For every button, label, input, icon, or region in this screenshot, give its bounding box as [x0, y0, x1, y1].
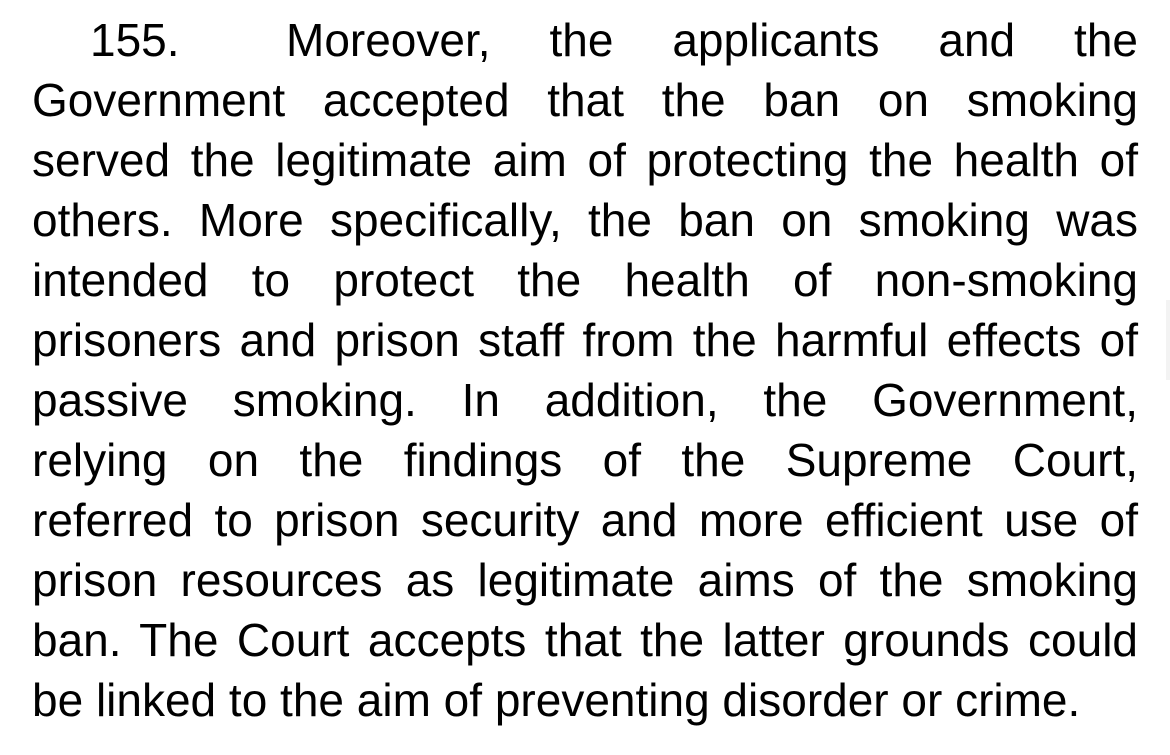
paragraph-line-10: prison resources as legitimate aims of the smoking	[32, 554, 1138, 606]
page-edge-shadow	[1166, 300, 1170, 380]
paragraph-line-2: Government accepted that the ban on smoking	[32, 74, 1138, 126]
paragraph-line-4: others. More specifically, the ban on smoking was	[32, 194, 1138, 246]
paragraph-line-1-text: Moreover, the applicants and the	[286, 14, 1138, 66]
paragraph-line-7: passive smoking. In addition, the Government,	[32, 374, 1138, 426]
paragraph-line-8: relying on the findings of the Supreme Court,	[32, 434, 1138, 486]
paragraph-155	[32, 10, 1138, 730]
paragraph-line-11: ban. The Court accepts that the latter grounds could	[32, 614, 1138, 666]
paragraph-line-9: referred to prison security and more efficient use of	[32, 494, 1138, 546]
paragraph-line-5: intended to protect the health of non-smoking	[32, 254, 1138, 306]
paragraph-line-6: prisoners and prison staff from the harmful effects of	[32, 314, 1138, 366]
paragraph-number: 155.	[90, 14, 180, 66]
paragraph-line-3: served the legitimate aim of protecting the health of	[32, 134, 1138, 186]
paragraph-line-12: be linked to the aim of preventing disorder or crime.	[32, 674, 1081, 726]
paragraph-line-1	[32, 10, 1138, 70]
